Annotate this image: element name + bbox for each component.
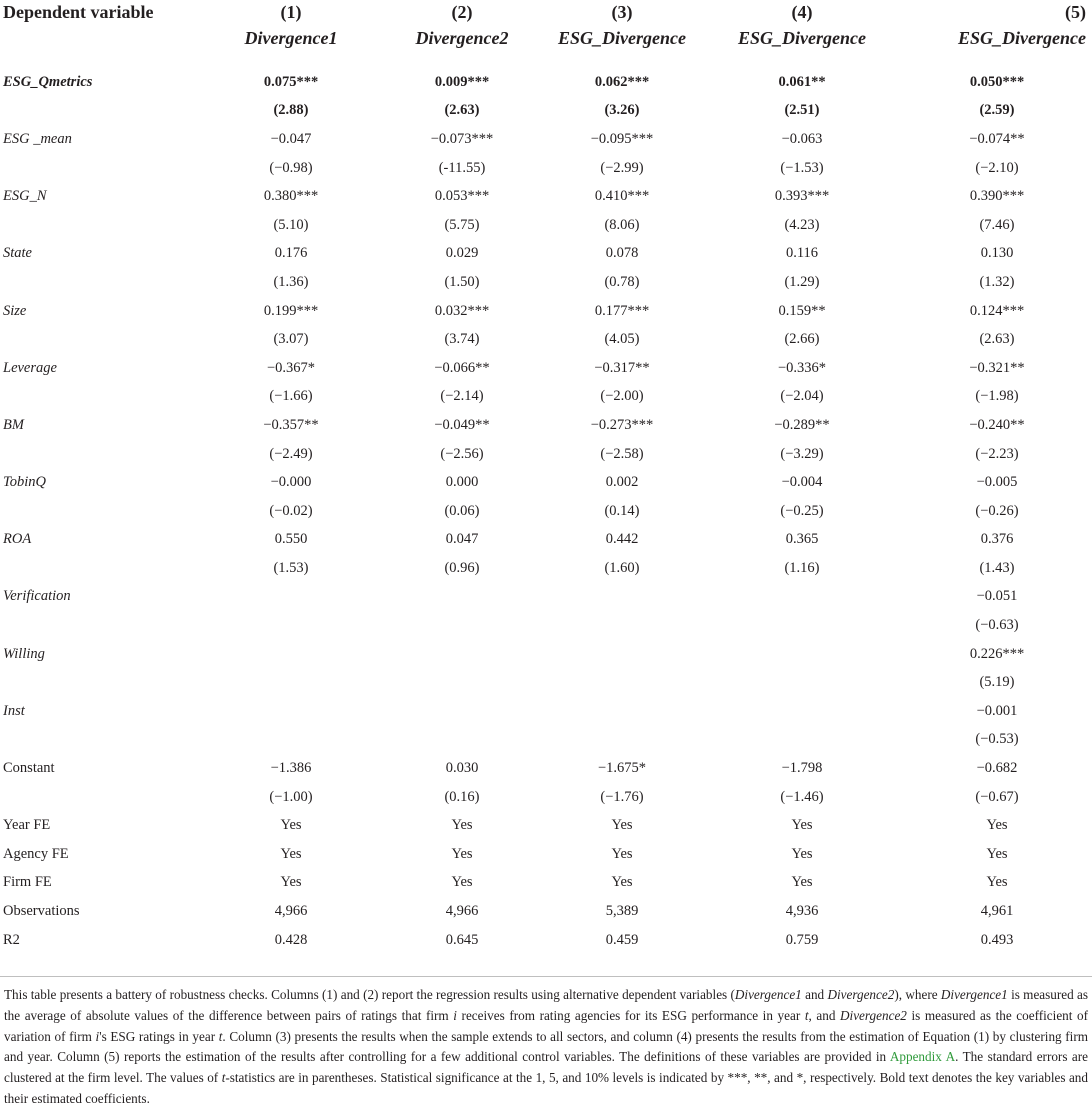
header-row-numbers xyxy=(0,0,1092,28)
table-row-tstat xyxy=(0,611,1092,640)
table-row-tstat xyxy=(0,268,1092,297)
dependent-variable-label: Dependent variable xyxy=(3,2,154,22)
note-italic: Divergence2 xyxy=(840,1007,907,1023)
t-statistic-cell: (3.07) xyxy=(273,331,309,348)
t-statistic-cell: (1.32) xyxy=(979,273,1015,290)
table-row-coef xyxy=(0,411,1092,440)
t-statistic-cell: (1.53) xyxy=(273,559,309,576)
summary-value: 5,389 xyxy=(605,903,639,920)
t-statistic-cell: (2.63) xyxy=(979,331,1015,348)
note-italic: Divergence2 xyxy=(827,987,895,1002)
coefficient-cell: −0.317** xyxy=(594,359,650,376)
t-statistic-cell: (0.78) xyxy=(604,273,640,290)
summary-value: Yes xyxy=(280,845,302,862)
note-italic: Divergence1 xyxy=(734,987,802,1002)
table-bottom-rule xyxy=(0,976,1092,977)
summary-value: 0.645 xyxy=(445,931,479,948)
note-italic: i xyxy=(453,1007,457,1023)
summary-value: Yes xyxy=(611,874,633,891)
coefficient-cell xyxy=(200,583,382,612)
row-spacer xyxy=(0,154,200,183)
table-row-coef xyxy=(0,640,1092,669)
table-row-coef xyxy=(0,297,1092,326)
row-spacer xyxy=(0,726,200,755)
table-row-coef xyxy=(0,468,1092,497)
table-row-coef xyxy=(0,583,1092,612)
t-statistic-cell: (−3.29) xyxy=(780,445,824,462)
t-statistic-cell: (−2.56) xyxy=(440,445,484,462)
table-row-tstat xyxy=(0,783,1092,812)
coefficient-cell xyxy=(200,697,382,726)
coefficient-cell: −0.063 xyxy=(781,130,823,147)
coefficient-cell: 0.029 xyxy=(445,245,479,262)
t-statistic-cell xyxy=(382,726,542,755)
summary-value: Yes xyxy=(451,817,473,834)
coefficient-cell: 0.159** xyxy=(778,302,826,319)
table-footnote xyxy=(4,985,1088,1110)
t-statistic-cell: (−0.53) xyxy=(975,731,1019,748)
coefficient-cell: 0.124*** xyxy=(969,302,1025,319)
coefficient-cell xyxy=(382,640,542,669)
coefficient-cell: −0.240** xyxy=(969,416,1025,433)
summary-label: Observations xyxy=(3,903,80,920)
t-statistic-cell: (−2.99) xyxy=(600,159,644,176)
row-spacer xyxy=(0,268,200,297)
table-row-tstat xyxy=(0,668,1092,697)
variable-label: ESG _mean xyxy=(3,130,72,147)
t-statistic-cell: (−2.00) xyxy=(600,388,644,405)
table-row-tstat xyxy=(0,726,1092,755)
t-statistic-cell: (2.63) xyxy=(444,102,480,119)
t-statistic-cell: (1.43) xyxy=(979,559,1015,576)
note-text: . The standard errors are clustered at the firm level. The values of xyxy=(4,1049,1088,1086)
coefficient-cell: −0.001 xyxy=(976,702,1018,719)
summary-label: Year FE xyxy=(3,817,51,834)
coefficient-cell: 0.050*** xyxy=(969,73,1025,90)
coefficient-cell: 0.009*** xyxy=(434,73,490,90)
coefficient-cell xyxy=(702,697,902,726)
variable-label: Verification xyxy=(3,588,71,605)
note-italic: t xyxy=(218,1028,223,1044)
coefficient-cell: −0.273*** xyxy=(590,416,654,433)
t-statistic-cell: (−0.02) xyxy=(269,502,313,519)
coefficient-cell: 0.032*** xyxy=(434,302,490,319)
t-statistic-cell: (-11.55) xyxy=(438,159,486,176)
variable-label: ROA xyxy=(3,531,32,548)
coefficient-cell: 0.030 xyxy=(445,760,479,777)
t-statistic-cell: (1.50) xyxy=(444,273,480,290)
table-row-coef xyxy=(0,68,1092,97)
summary-value: 4,966 xyxy=(274,903,308,920)
t-statistic-cell: (5.75) xyxy=(444,216,480,233)
summary-label: Firm FE xyxy=(3,874,52,891)
note-text: . Column (3) presents the results when the sample extends to all sectors, and column (4) presents the results from the estimation of Equation (1) by clustering firm and year. Column (5) reports the estimation of the results after controlling for a few additional control variables. The definitions of these variables are provided in xyxy=(4,1028,1088,1065)
column-name: ESG_Divergence xyxy=(738,28,866,48)
variable-label: Constant xyxy=(3,760,55,777)
t-statistic-cell xyxy=(542,668,702,697)
coefficient-cell: 0.199*** xyxy=(263,302,319,319)
column-name: Divergence2 xyxy=(415,28,509,48)
t-statistic-cell: (0.06) xyxy=(444,502,480,519)
t-statistic-cell: (2.59) xyxy=(979,102,1015,119)
column-name: ESG_Divergence xyxy=(958,28,1086,48)
t-statistic-cell: (−1.53) xyxy=(780,159,824,176)
note-italic: t xyxy=(221,1070,226,1086)
t-statistic-cell: (0.96) xyxy=(444,559,480,576)
t-statistic-cell: (−0.98) xyxy=(269,159,313,176)
coefficient-cell: 0.393*** xyxy=(774,188,830,205)
t-statistic-cell xyxy=(702,611,902,640)
summary-value: Yes xyxy=(611,845,633,862)
summary-value: Yes xyxy=(280,817,302,834)
coefficient-cell xyxy=(542,697,702,726)
t-statistic-cell: (5.10) xyxy=(273,216,309,233)
t-statistic-cell xyxy=(702,726,902,755)
row-spacer xyxy=(0,783,200,812)
coefficient-cell: −0.367* xyxy=(266,359,316,376)
note-italic: t xyxy=(804,1007,809,1023)
note-text: ), where xyxy=(894,987,941,1002)
coefficient-cell: 0.061** xyxy=(778,73,826,90)
coefficient-cell: −1.798 xyxy=(781,760,823,777)
coefficient-cell: −0.321** xyxy=(969,359,1025,376)
note-text: receives from rating agencies for its ESG performance in year xyxy=(456,1007,805,1023)
t-statistic-cell xyxy=(200,611,382,640)
table-row-summary xyxy=(0,811,1092,840)
appendix-a-link[interactable]: Appendix A xyxy=(889,1049,956,1065)
row-spacer xyxy=(0,611,200,640)
t-statistic-cell: (−0.63) xyxy=(975,617,1019,634)
summary-value: Yes xyxy=(451,874,473,891)
row-spacer xyxy=(0,325,200,354)
summary-label: Agency FE xyxy=(3,845,69,862)
column-number: (5) xyxy=(1065,2,1086,22)
table-row-tstat xyxy=(0,97,1092,126)
row-spacer xyxy=(0,440,200,469)
variable-label: ESG_Qmetrics xyxy=(3,73,93,90)
t-statistic-cell: (3.26) xyxy=(604,102,640,119)
note-text: , and xyxy=(808,1007,841,1023)
table-row-tstat xyxy=(0,325,1092,354)
summary-value: Yes xyxy=(611,817,633,834)
summary-value: Yes xyxy=(791,845,813,862)
header-row-names xyxy=(0,28,1092,68)
table-row-coef xyxy=(0,526,1092,555)
t-statistic-cell: (0.16) xyxy=(444,788,480,805)
coefficient-cell xyxy=(542,640,702,669)
table-row-coef xyxy=(0,125,1092,154)
column-number: (3) xyxy=(611,2,633,22)
coefficient-cell: −0.051 xyxy=(976,588,1018,605)
note-text: is measured as the coefficient of variation of firm xyxy=(4,1007,1089,1044)
t-statistic-cell xyxy=(200,726,382,755)
coefficient-cell: −0.074** xyxy=(969,130,1025,147)
t-statistic-cell: (8.06) xyxy=(604,216,640,233)
t-statistic-cell xyxy=(542,726,702,755)
coefficient-cell: −0.000 xyxy=(270,474,312,491)
note-text: -statistics are in parentheses. Statistical significance at the 1, 5, and 10% levels is indicated by ***, **, and *, respectively. Bold text denotes the key variables and their estimated coefficients. xyxy=(4,1070,1088,1106)
summary-value: 0.459 xyxy=(605,931,639,948)
t-statistic-cell: (−0.67) xyxy=(975,788,1019,805)
note-italic: i xyxy=(95,1028,100,1044)
note-text: This table presents a battery of robustness checks. Columns (1) and (2) report the regression results using alternative dependent variables ( xyxy=(4,987,735,1002)
t-statistic-cell: (0.14) xyxy=(604,502,640,519)
note-text: is measured as the average of absolute values of the difference between pairs of ratings that firm xyxy=(4,987,1089,1023)
t-statistic-cell: (2.66) xyxy=(784,331,820,348)
variable-label: Size xyxy=(3,302,27,319)
table-row-summary xyxy=(0,840,1092,869)
coefficient-cell: 0.365 xyxy=(785,531,819,548)
header-spacer xyxy=(0,28,200,68)
table-row-tstat xyxy=(0,154,1092,183)
t-statistic-cell xyxy=(542,611,702,640)
coefficient-cell xyxy=(702,640,902,669)
variable-label: Willing xyxy=(3,645,45,662)
summary-value: Yes xyxy=(791,874,813,891)
summary-value: 0.759 xyxy=(785,931,819,948)
table-row-summary xyxy=(0,869,1092,898)
coefficient-cell: −0.336* xyxy=(777,359,827,376)
t-statistic-cell: (−1.98) xyxy=(975,388,1019,405)
table-row-tstat xyxy=(0,383,1092,412)
note-text: 's ESG ratings in year xyxy=(99,1028,219,1044)
coefficient-cell xyxy=(542,583,702,612)
coefficient-cell: 0.442 xyxy=(605,531,639,548)
t-statistic-cell: (1.36) xyxy=(273,273,309,290)
t-statistic-cell: (7.46) xyxy=(979,216,1015,233)
coefficient-cell: −0.047 xyxy=(270,130,312,147)
t-statistic-cell xyxy=(382,611,542,640)
coefficient-cell: 0.116 xyxy=(785,245,819,262)
t-statistic-cell: (1.16) xyxy=(784,559,820,576)
row-spacer xyxy=(0,97,200,126)
t-statistic-cell: (−0.26) xyxy=(975,502,1019,519)
coefficient-cell: 0.380*** xyxy=(263,188,319,205)
t-statistic-cell: (−1.00) xyxy=(269,788,313,805)
coefficient-cell: 0.047 xyxy=(445,531,479,548)
variable-label: Leverage xyxy=(3,359,57,376)
t-statistic-cell: (−1.76) xyxy=(600,788,644,805)
coefficient-cell: 0.130 xyxy=(980,245,1014,262)
table-row-coef xyxy=(0,754,1092,783)
summary-value: Yes xyxy=(986,874,1008,891)
column-number: (1) xyxy=(280,2,302,22)
table-row-coef xyxy=(0,182,1092,211)
table-row-summary xyxy=(0,926,1092,955)
coefficient-cell: −0.066** xyxy=(434,359,490,376)
coefficient-cell: 0.376 xyxy=(980,531,1014,548)
summary-value: Yes xyxy=(986,817,1008,834)
t-statistic-cell: (−2.58) xyxy=(600,445,644,462)
variable-label: BM xyxy=(3,416,24,433)
t-statistic-cell: (−2.49) xyxy=(269,445,313,462)
row-spacer xyxy=(0,554,200,583)
row-spacer xyxy=(0,497,200,526)
t-statistic-cell: (−0.25) xyxy=(780,502,824,519)
note-text: and xyxy=(801,987,828,1002)
variable-label: State xyxy=(3,245,32,262)
summary-value: 4,961 xyxy=(980,903,1014,920)
row-spacer xyxy=(0,668,200,697)
table-row-summary xyxy=(0,897,1092,926)
coefficient-cell: 0.226*** xyxy=(969,645,1025,662)
coefficient-cell: −0.073*** xyxy=(430,130,494,147)
summary-value: Yes xyxy=(280,874,302,891)
coefficient-cell xyxy=(200,640,382,669)
t-statistic-cell: (−1.66) xyxy=(269,388,313,405)
t-statistic-cell xyxy=(382,668,542,697)
summary-value: Yes xyxy=(986,845,1008,862)
summary-value: 4,966 xyxy=(445,903,479,920)
coefficient-cell: 0.000 xyxy=(445,474,479,491)
summary-value: 0.428 xyxy=(274,931,308,948)
coefficient-cell xyxy=(382,583,542,612)
table-row-tstat xyxy=(0,440,1092,469)
t-statistic-cell: (−2.23) xyxy=(975,445,1019,462)
t-statistic-cell xyxy=(200,668,382,697)
summary-value: Yes xyxy=(451,845,473,862)
t-statistic-cell: (4.05) xyxy=(604,331,640,348)
t-statistic-cell: (4.23) xyxy=(784,216,820,233)
column-name: Divergence1 xyxy=(244,28,338,48)
t-statistic-cell: (2.51) xyxy=(784,102,820,119)
coefficient-cell: 0.177*** xyxy=(594,302,650,319)
t-statistic-cell: (5.19) xyxy=(979,674,1015,691)
t-statistic-cell: (−2.10) xyxy=(975,159,1019,176)
t-statistic-cell: (3.74) xyxy=(444,331,480,348)
table-row-coef xyxy=(0,354,1092,383)
summary-value: 4,936 xyxy=(785,903,819,920)
coefficient-cell: 0.410*** xyxy=(594,188,650,205)
coefficient-cell: −0.005 xyxy=(976,474,1018,491)
coefficient-cell: 0.550 xyxy=(274,531,308,548)
coefficient-cell: −0.095*** xyxy=(590,130,654,147)
column-number: (4) xyxy=(791,2,813,22)
row-spacer xyxy=(0,211,200,240)
variable-label: TobinQ xyxy=(3,474,46,491)
column-number: (2) xyxy=(451,2,473,22)
t-statistic-cell: (−2.04) xyxy=(780,388,824,405)
table-row-tstat xyxy=(0,211,1092,240)
coefficient-cell: 0.053*** xyxy=(434,188,490,205)
coefficient-cell: −1.386 xyxy=(270,760,312,777)
coefficient-cell: −0.004 xyxy=(781,474,823,491)
note-italic: Divergence1 xyxy=(940,987,1008,1002)
t-statistic-cell xyxy=(702,668,902,697)
coefficient-cell: 0.062*** xyxy=(594,73,650,90)
t-statistic-cell: (1.29) xyxy=(784,273,820,290)
coefficient-cell: 0.075*** xyxy=(263,73,319,90)
summary-value: 0.493 xyxy=(980,931,1014,948)
coefficient-cell: −0.682 xyxy=(976,760,1018,777)
coefficient-cell: 0.176 xyxy=(274,245,308,262)
table-row-tstat xyxy=(0,554,1092,583)
table-row-coef xyxy=(0,697,1092,726)
coefficient-cell: 0.390*** xyxy=(969,188,1025,205)
coefficient-cell: −0.289** xyxy=(774,416,830,433)
coefficient-cell: 0.078 xyxy=(605,245,639,262)
coefficient-cell: −0.049** xyxy=(434,416,490,433)
coefficient-cell xyxy=(382,697,542,726)
column-name: ESG_Divergence xyxy=(558,28,686,48)
coefficient-cell xyxy=(702,583,902,612)
coefficient-cell: −0.357** xyxy=(263,416,319,433)
t-statistic-cell: (−1.46) xyxy=(780,788,824,805)
coefficient-cell: 0.002 xyxy=(605,474,639,491)
coefficient-cell: −1.675* xyxy=(597,760,647,777)
row-spacer xyxy=(0,383,200,412)
t-statistic-cell: (1.60) xyxy=(604,559,640,576)
table-row-coef xyxy=(0,240,1092,269)
t-statistic-cell: (2.88) xyxy=(273,102,309,119)
variable-label: Inst xyxy=(3,702,25,719)
variable-label: ESG_N xyxy=(3,188,47,205)
summary-label: R2 xyxy=(3,931,20,948)
table-row-tstat xyxy=(0,497,1092,526)
summary-value: Yes xyxy=(791,817,813,834)
t-statistic-cell: (−2.14) xyxy=(440,388,484,405)
